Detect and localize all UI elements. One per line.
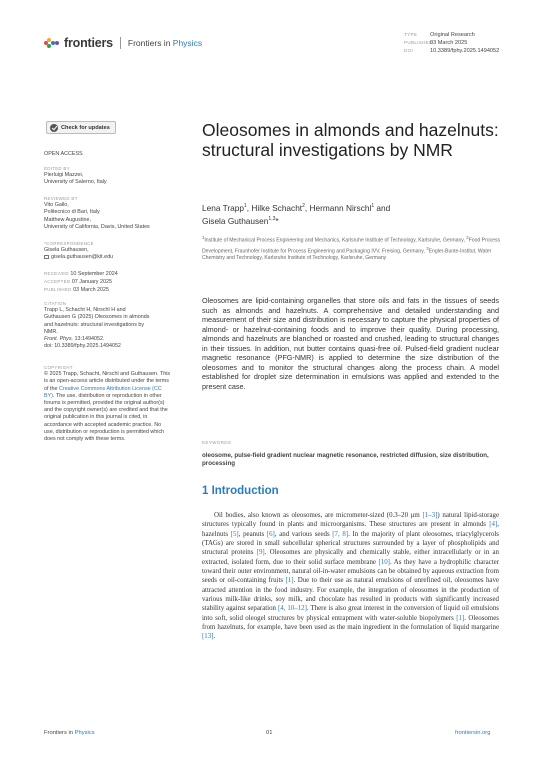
mail-icon xyxy=(44,255,49,259)
keywords: oleosome, pulse-field gradient nuclear magnetic resonance, restricted diffusion, size distribution, processing xyxy=(202,452,489,468)
section-heading-introduction: 1 Introduction xyxy=(202,485,279,497)
open-access-label: OPEN ACCESS xyxy=(44,151,83,157)
citation-block: CITATION Trapp L, Schacht H, Nirschl H and Guthausen G (2025) Oleosomes in almonds and hazelnuts: structural investigations by NMR. Front. Phys. 13:1494052. doi: 10.3389/fphy.2025.1494052 xyxy=(44,301,150,350)
affiliation-text: Food Process Development, Fraunhofer Institute for Process Engineering and Packaging IVV, Freising, Germany, xyxy=(202,237,501,255)
citation-link[interactable]: [4] xyxy=(489,521,498,529)
page-number: 01 xyxy=(266,730,273,736)
introduction-paragraph: Oil bodies, also known as oleosomes, are micrometer-sized (0.3–20 μm [1–3]) natural lipid-storage structures typically found in plants and microorganisms. These structures are present in almonds [4], hazelnuts [5], peanuts [6], and various seeds [7, 8]. In the majority of plant oleosomes, triacylglycerols (TAGs) are stored in small subcellular spherical structures surrounded by a layer of phospholipids and structural proteins [9]. Oleosomes are physically and chemically stable, either intracellularly or in an extracted, isolated form, due to their solid surface membrane [10]. As they have a hydrophilic character toward their outer environment, natural oil-in-water emulsions can be obtained by aqueous extraction from seeds or oil-containing fruits [1]. Due to their use as natural emulsions of unrefined oil, oleosomes have attracted attention in the food industry. For example, the integration of oleosomes in the production of various milk-like drinks, soy milk, and chocolate has resulted in products with significantly increased stability against separation [4, 10–12]. There is also great interest in the conversion of liquid oil emulsions into soft, solid oleogel structures by physical entrapment with water-soluble biopolymers [1]. Oleosomes from hazelnuts, for example, have been used as the main ingredient in the formulation of liquid margarine [13]. xyxy=(202,512,500,641)
citation-link[interactable]: [6] xyxy=(266,530,275,538)
author-affiliation-marker: 1,3 xyxy=(268,216,276,223)
article-type: Original Research xyxy=(430,32,475,38)
journal-name: Frontiers in Physics xyxy=(127,38,203,48)
correspondence-block: *CORRESPONDENCE Gisela Guthausen, gisela.guthausen@kit.edu xyxy=(44,241,114,261)
frontiers-logo-icon xyxy=(44,38,60,48)
author-affiliation-marker: 1 xyxy=(243,203,247,209)
logo-wordmark: frontiers xyxy=(64,36,113,50)
abstract: Oleosomes are lipid-containing organelles that store oils and fats in the tissues of seeds such as almonds and hazelnuts. A comprehensive and detailed understanding and measurement of their size and distribution is necessary to capture the physical properties of almond- or hazelnut-containing foods and to improve their quality. During processing, almonds and hazelnuts are blanched or roasted and crushed, leading to structural changes in their tissues. In addition, nut butter contains quasi-free oil. Pulsed-field gradient nuclear magnetic resonance (PFG-NMR) is applied to determine the size distribution of the oleosomes and to monitor the structural changes along the process chain. A model established for droplet size determination in emulsions was applied and extended to the present case. xyxy=(202,296,499,391)
citation-link[interactable]: [4, 10–12] xyxy=(277,605,307,613)
author-name[interactable]: Lena Trapp xyxy=(202,202,244,213)
affiliation-text: Engler-Bunte-Institut, Water Chemistry and Technology, Karlsruhe Institute of Technology, Karlsruhe, Germany xyxy=(202,248,492,262)
checkmark-icon xyxy=(50,124,58,132)
cc-by-license-link[interactable]: Creative Commons Attribution License (CC BY) xyxy=(44,385,162,399)
footer-site-link[interactable]: frontiersin.org xyxy=(455,730,491,736)
citation-link[interactable]: [1–3] xyxy=(422,512,438,519)
doi-value: 10.3389/fphy.2025.1494052 xyxy=(430,48,500,54)
citation-link[interactable]: [1] xyxy=(456,614,465,622)
author-name[interactable]: Hermann Nirschl xyxy=(309,202,372,213)
frontiers-logo[interactable] xyxy=(44,36,202,50)
author-list: Lena Trapp$^1$, Hilke Schacht$^2$, Hermann Nirschl$^1$ and Gisela Guthausen$^{1,3}$* xyxy=(202,202,391,227)
affiliation-marker: 2 xyxy=(466,235,469,240)
check-for-updates-label: Check for updates xyxy=(61,124,110,131)
article-title: Oleosomes in almonds and hazelnuts: structural investigations by NMR xyxy=(202,120,499,160)
edited-by-block: EDITED BY Pierluigi Mazzei, University of Salerno, Italy xyxy=(44,166,107,186)
author-name[interactable]: Gisela Guthausen xyxy=(202,216,269,227)
citation-link[interactable]: [10] xyxy=(378,558,390,566)
affiliation-marker: 3 xyxy=(426,245,429,251)
correspondence-email[interactable]: gisela.guthausen@kit.edu xyxy=(51,254,114,261)
author-affiliation-marker: 2 xyxy=(302,203,305,209)
dates-block: RECEIVED 10 September 2024 ACCEPTED 07 January 2025 PUBLISHED 03 March 2025 xyxy=(44,271,118,294)
citation-link[interactable]: [7, 8] xyxy=(332,530,349,538)
logo-divider xyxy=(120,37,121,49)
publish-date: 03 March 2025 xyxy=(430,40,468,46)
article-meta: TYPE Original Research PUBLISHED03 March 2025 DOI 10.3389/fphy.2025.1494052 xyxy=(404,32,500,54)
citation-link[interactable]: [13] xyxy=(202,633,214,641)
citation-link[interactable]: [5] xyxy=(230,530,239,538)
keywords-label: KEYWORDS xyxy=(202,440,232,445)
citation-link[interactable]: [9] xyxy=(256,549,265,557)
copyright-block: COPYRIGHT © 2025 Trapp, Schacht, Nirschl and Guthausen. This is an open-access article distributed under the terms of the Creative Commons Attribution License (CC BY). The use, distribution or reproduction in other forums is permitted, provided the original author(s) and the copyright owner(s) are credited and that the original publication in this journal is cited, in accordance with accepted academic practice. No use, distribution or reproduction is permitted which does not comply with these terms. xyxy=(44,365,171,443)
footer-journal: Frontiers in Physics xyxy=(44,730,95,736)
author-affiliation-marker: 1 xyxy=(371,203,375,209)
affiliation-text: Institute of Mechanical Process Engineering and Mechanics, Karlsruhe Institute of Technology, Karlsruhe, Germany, xyxy=(204,237,467,244)
check-for-updates-button[interactable] xyxy=(46,121,116,134)
affiliation-marker: 1 xyxy=(202,235,205,240)
reviewed-by-block: REVIEWED BY Vito Gallo, Politecnico di Bari, Italy Matthew Augustine, University of California, Davis, United States xyxy=(44,196,150,230)
citation-link[interactable]: [1] xyxy=(285,577,294,585)
affiliations xyxy=(202,234,502,262)
author-name[interactable]: Hilke Schacht xyxy=(251,202,303,213)
